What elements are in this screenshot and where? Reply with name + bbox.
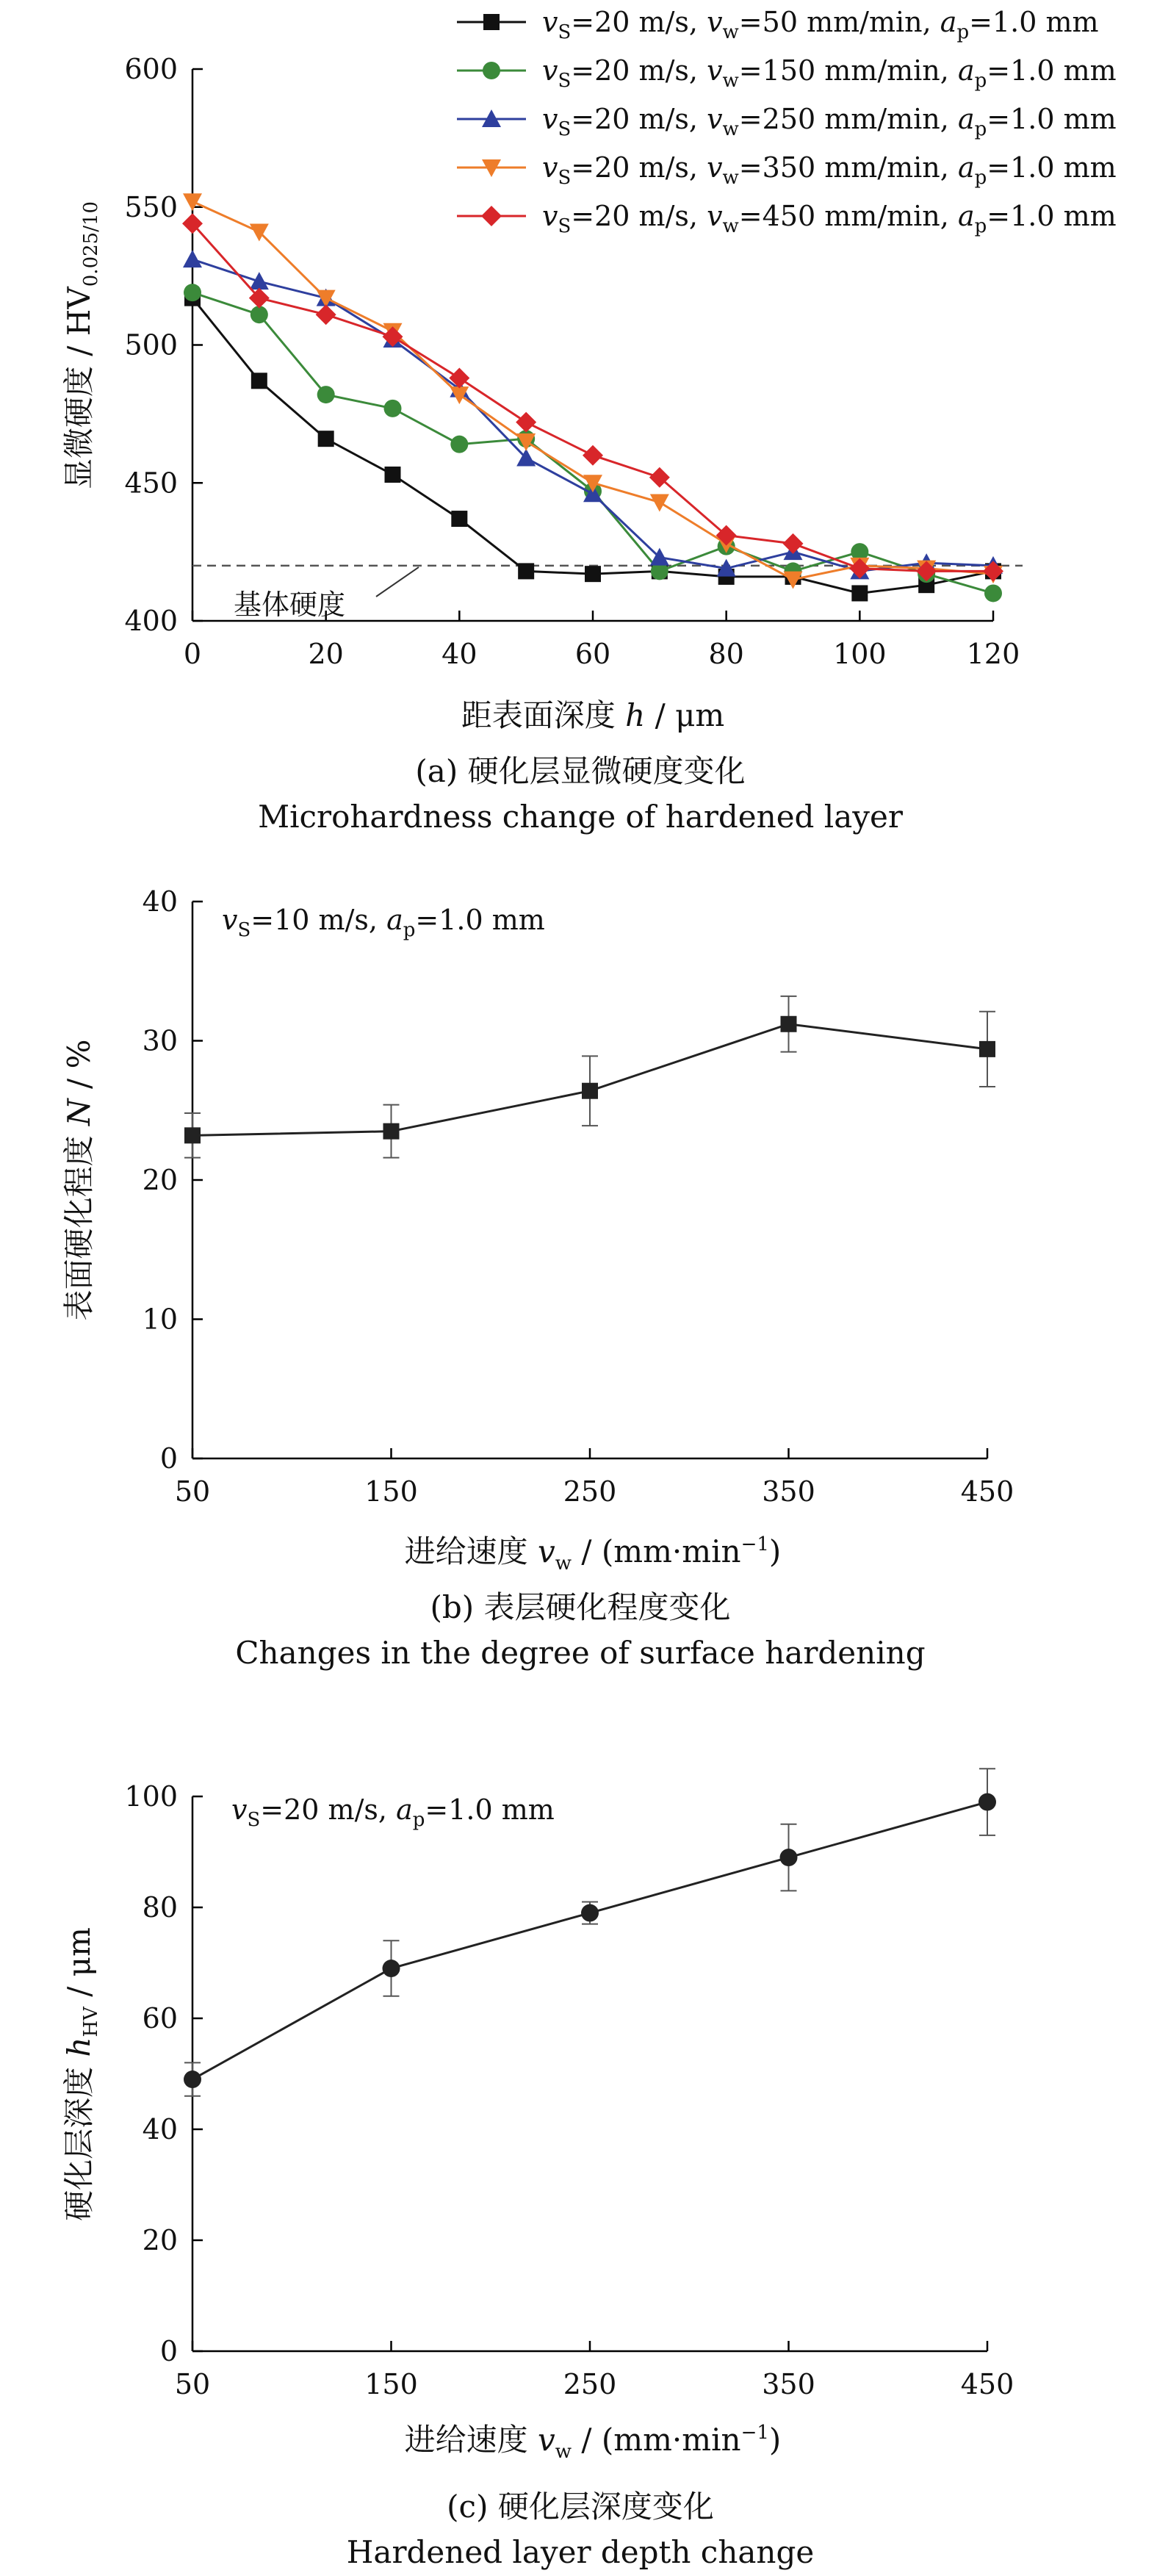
x-tick-label: 450: [960, 1475, 1014, 1508]
data-point: [581, 1904, 599, 1922]
series-350: [183, 193, 1003, 589]
baseline-label-leader: [376, 567, 419, 597]
chart-b: [61, 885, 1014, 1671]
data-point: [984, 584, 1002, 602]
legend-vs-var: v: [542, 151, 558, 184]
x-tick-label: 60: [574, 638, 611, 670]
legend-label: [542, 54, 1117, 92]
ann-vs-var: v: [222, 904, 238, 936]
series-surface-hardening: [184, 996, 995, 1158]
caption-en: Microhardness change of hardened layer: [258, 799, 903, 835]
x-label-sup: −1: [740, 2422, 769, 2444]
x-tick-label: 40: [441, 638, 477, 670]
legend-vw-value: 450: [762, 200, 816, 232]
y-tick-label: 600: [124, 53, 178, 85]
data-point: [449, 368, 469, 389]
ann-ap-sub: p: [403, 919, 416, 941]
legend-entry: [457, 151, 1117, 189]
data-point: [184, 2070, 201, 2088]
data-point: [383, 1960, 400, 1977]
legend-vw-unit: mm/min,: [815, 54, 958, 87]
legend-vw-value: 350: [762, 151, 816, 184]
y-axis-label: [61, 1927, 102, 2221]
x-label-var: v: [538, 2422, 555, 2458]
data-point: [585, 566, 601, 582]
legend-vw-sub: w: [722, 118, 739, 140]
x-tick-label: 80: [708, 638, 744, 670]
ann-ap-value: 1.0 mm: [448, 1794, 555, 1826]
y-tick-label: 0: [159, 2335, 178, 2367]
x-tick-label: 350: [762, 2368, 815, 2400]
y-label-text: 表面硬化程度: [61, 1126, 97, 1321]
ann-eq: =: [250, 904, 275, 936]
ann-sep: ,: [378, 1794, 397, 1826]
ann-ap-var: a: [386, 904, 403, 936]
y-tick-label: 40: [142, 885, 178, 918]
legend-vs-var: v: [542, 6, 558, 38]
legend-vs-value: =20 m/s,: [571, 54, 707, 87]
legend-vw-var: v: [707, 151, 723, 184]
legend-ap-value: =1.0 mm: [987, 200, 1117, 232]
legend-ap-var: a: [940, 6, 957, 38]
legend-label: [542, 200, 1117, 237]
baseline-label: 基体硬度: [234, 589, 346, 621]
legend-vw-var: v: [707, 200, 723, 232]
legend-vw-value: 50: [762, 6, 798, 38]
x-label-unit: / μm: [645, 697, 725, 733]
y-axis-label: [61, 201, 102, 489]
legend-vs-value: =20 m/s,: [571, 151, 707, 184]
y-label-var: h: [61, 2037, 97, 2057]
y-tick-label: 20: [142, 1164, 178, 1196]
series-line: [192, 223, 993, 571]
legend-vw-sub: w: [722, 215, 739, 237]
series-line: [192, 201, 993, 579]
legend-ap-value: =1.0 mm: [969, 6, 1099, 38]
x-label-close: ): [768, 1533, 782, 1569]
legend-vs-value: =20 m/s,: [571, 103, 707, 135]
legend-ap-sub: p: [974, 167, 987, 189]
x-label-text: 距表面深度: [461, 697, 626, 733]
y-label-text: 显微硬度 / HV: [61, 287, 97, 490]
x-tick-label: 0: [183, 638, 202, 670]
x-label-unit: / (mm·min: [572, 1533, 741, 1569]
legend-vw-unit: mm/min,: [815, 151, 958, 184]
legend-vs-sub: S: [558, 70, 572, 92]
y-tick-label: 10: [142, 1303, 178, 1336]
data-point: [317, 386, 335, 403]
caption-cn: (a) 硬化层显微硬度变化: [415, 753, 746, 789]
y-tick-label: 20: [142, 2224, 178, 2256]
conditions-annotation: [231, 1794, 555, 1831]
data-point: [251, 373, 267, 389]
ann-eq: =: [415, 904, 439, 936]
y-tick-label: 80: [142, 1891, 178, 1924]
series-line: [192, 1802, 987, 2080]
legend-eq: =: [738, 151, 763, 184]
legend-label: [542, 103, 1117, 140]
series-250: [183, 250, 1003, 579]
legend-vw-unit: mm/min,: [815, 103, 958, 135]
data-point: [316, 304, 336, 325]
data-point: [451, 511, 467, 527]
ann-ap-value: 1.0 mm: [439, 904, 545, 936]
x-label-var: h: [625, 697, 646, 733]
legend-ap-sub: p: [956, 21, 970, 43]
x-tick-label: 120: [966, 638, 1020, 670]
legend-entry: [457, 54, 1117, 92]
data-point: [851, 585, 868, 601]
legend-vs-sub: S: [558, 215, 572, 237]
legend-ap-var: a: [957, 54, 975, 87]
data-point: [583, 445, 603, 466]
series-150: [184, 284, 1002, 602]
data-point: [582, 1083, 598, 1099]
legend-label: [542, 151, 1117, 189]
y-tick-label: 40: [142, 2113, 178, 2145]
x-label-sup: −1: [740, 1533, 769, 1555]
legend-vw-var: v: [707, 54, 723, 87]
x-tick-label: 50: [174, 1475, 211, 1508]
x-label-var: v: [538, 1533, 555, 1569]
data-point: [383, 1123, 400, 1140]
x-label-close: ): [768, 2422, 782, 2458]
y-tick-label: 400: [124, 605, 178, 637]
x-label-sub: w: [555, 1553, 572, 1575]
ann-vs-value: 20 m/s: [284, 1794, 378, 1826]
y-label-sub: 0.025/10: [80, 201, 102, 287]
legend-entry: [457, 103, 1117, 140]
y-tick-label: 500: [124, 328, 178, 361]
legend-entry: [457, 6, 1099, 43]
x-label-text: 进给速度: [404, 1533, 538, 1569]
caption-cn: (c) 硬化层深度变化: [447, 2489, 714, 2525]
x-label-sub: w: [555, 2441, 572, 2463]
ann-vs-var: v: [231, 1794, 248, 1826]
legend-vs-var: v: [542, 103, 558, 135]
legend-marker: [481, 206, 502, 226]
ann-eq: =: [260, 1794, 284, 1826]
series-line: [192, 292, 993, 593]
y-tick-label: 0: [159, 1442, 178, 1475]
legend-vs-sub: S: [558, 118, 572, 140]
legend-ap-sub: p: [974, 118, 987, 140]
data-point: [318, 431, 334, 447]
caption-en: Hardened layer depth change: [346, 2534, 815, 2570]
data-point: [184, 1127, 201, 1143]
data-point: [385, 467, 401, 483]
legend-vw-value: 250: [762, 103, 816, 135]
data-point: [516, 412, 536, 433]
legend-vw-var: v: [707, 103, 723, 135]
legend-vw-var: v: [707, 6, 723, 38]
data-point: [183, 193, 202, 211]
x-tick-label: 150: [364, 1475, 418, 1508]
x-tick-label: 150: [364, 2368, 418, 2400]
x-tick-label: 20: [308, 638, 344, 670]
legend-ap-value: =1.0 mm: [987, 54, 1117, 87]
legend-vw-unit: mm/min,: [815, 200, 958, 232]
legend-ap-value: =1.0 mm: [987, 103, 1117, 135]
x-label-unit: / (mm·min: [572, 2422, 741, 2458]
legend-label: [542, 6, 1099, 43]
legend-marker: [483, 62, 500, 79]
legend-vs-var: v: [542, 200, 558, 232]
legend-vs-var: v: [542, 54, 558, 87]
y-tick-label: 550: [124, 190, 178, 223]
x-tick-label: 350: [762, 1475, 815, 1508]
data-point: [518, 563, 534, 579]
y-label-unit: / μm: [61, 1927, 97, 2007]
data-point: [650, 494, 669, 512]
legend-vw-value: 150: [762, 54, 816, 87]
y-label-unit: / %: [61, 1039, 97, 1099]
legend: [457, 6, 1117, 237]
data-point: [450, 436, 468, 453]
x-tick-label: 100: [833, 638, 887, 670]
data-point: [183, 250, 202, 267]
data-point: [250, 272, 269, 289]
caption-en: Changes in the degree of surface hardening: [235, 1635, 926, 1671]
ann-vs-sub: S: [247, 1809, 261, 1831]
ann-ap-sub: p: [412, 1809, 425, 1831]
x-axis-label: [405, 1533, 782, 1575]
series-450: [182, 213, 1003, 581]
data-point: [978, 1794, 996, 1811]
y-tick-label: 60: [142, 2002, 178, 2034]
legend-ap-var: a: [957, 151, 975, 184]
legend-ap-var: a: [957, 103, 975, 135]
x-tick-label: 250: [563, 1475, 617, 1508]
legend-vw-sub: w: [722, 21, 739, 43]
legend-vs-sub: S: [558, 167, 572, 189]
chart-c: [61, 1769, 1014, 2570]
data-point: [184, 284, 201, 301]
legend-ap-sub: p: [974, 70, 987, 92]
caption-cn: (b) 表层硬化程度变化: [430, 1589, 731, 1625]
legend-eq: =: [738, 103, 763, 135]
data-point: [780, 1849, 798, 1866]
ann-vs-sub: S: [237, 919, 251, 941]
x-tick-label: 250: [563, 2368, 617, 2400]
legend-ap-sub: p: [974, 215, 987, 237]
legend-vw-sub: w: [722, 70, 739, 92]
ann-sep: ,: [368, 904, 387, 936]
ann-ap-var: a: [396, 1794, 413, 1826]
data-point: [781, 1016, 797, 1032]
chart-a: [61, 6, 1117, 835]
legend-entry: [457, 200, 1117, 237]
legend-eq: =: [738, 54, 763, 87]
data-point: [783, 533, 804, 554]
legend-vw-sub: w: [722, 167, 739, 189]
y-label-var: N: [61, 1098, 97, 1126]
legend-vs-value: =20 m/s,: [571, 200, 707, 232]
y-label-sub: HV: [80, 2007, 102, 2037]
data-point: [250, 306, 268, 323]
conditions-annotation: [222, 904, 545, 941]
y-label-text: 硬化层深度: [61, 2057, 97, 2221]
legend-eq: =: [738, 6, 763, 38]
legend-eq: =: [738, 200, 763, 232]
y-tick-label: 30: [142, 1024, 178, 1057]
data-point: [979, 1041, 995, 1057]
y-axis-label: [61, 1040, 97, 1321]
x-tick-label: 450: [960, 2368, 1014, 2400]
x-axis-label: [461, 697, 724, 733]
x-label-text: 进给速度: [404, 2422, 538, 2458]
legend-ap-value: =1.0 mm: [987, 151, 1117, 184]
legend-ap-var: a: [957, 200, 975, 232]
data-point: [384, 400, 402, 417]
legend-vs-value: =20 m/s,: [571, 6, 707, 38]
y-tick-label: 100: [124, 1780, 178, 1813]
x-axis-label: [405, 2422, 782, 2463]
legend-vw-unit: mm/min,: [798, 6, 940, 38]
y-tick-label: 450: [124, 467, 178, 500]
ann-eq: =: [425, 1794, 449, 1826]
x-tick-label: 50: [174, 2368, 211, 2400]
series-line: [192, 259, 993, 571]
legend-marker: [483, 14, 500, 30]
legend-vs-sub: S: [558, 21, 572, 43]
ann-vs-value: 10 m/s: [274, 904, 369, 936]
